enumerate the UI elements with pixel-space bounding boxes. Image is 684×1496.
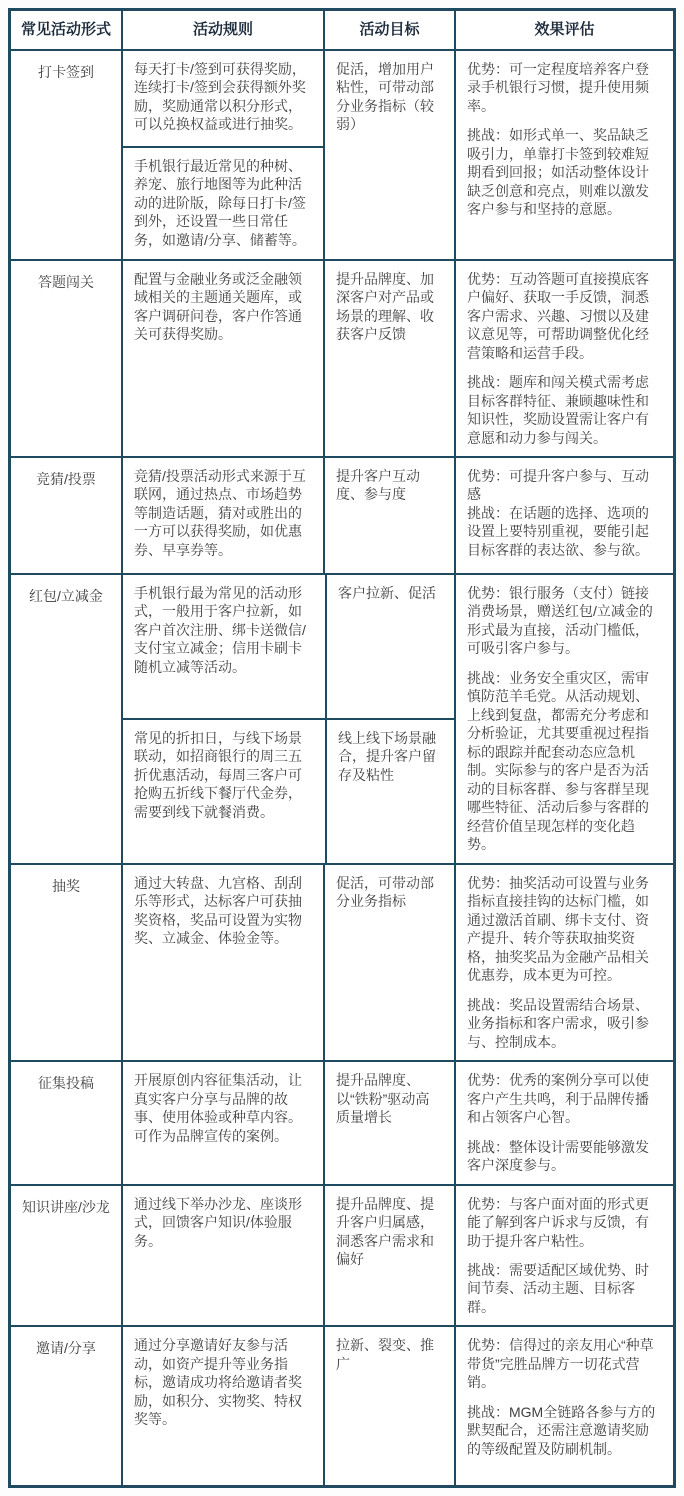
goals-cell <box>323 1327 454 1485</box>
goals-paragraph: 提升品牌度、提升客户归属感，洞悉客户需求和偏好 <box>336 1195 434 1267</box>
eval-challenge-paragraph: 挑战：业务安全重灾区，需审慎防范羊毛党。从活动规划、上线到复盘，都需充分考虑和分析验证，尤其要重视过程指标的跟踪并配套动态应急机制。实际参与的客户是否为活动的目标客群、参与客群呈现哪些特征、活动后参与客群的经营价值呈现怎样的变化趋势。 <box>467 669 649 853</box>
header-cell-form: 常见活动形式 <box>20 21 111 38</box>
table-row-lottery <box>11 863 673 1060</box>
goals-cell <box>323 458 454 573</box>
form-cell: 知识讲座/沙龙 <box>22 1198 110 1215</box>
rules-cell <box>121 458 323 573</box>
goals-subcell <box>325 575 456 718</box>
eval-challenge-paragraph: 挑战：整体设计需要能够激发客户深度参与。 <box>467 1138 649 1174</box>
eval-challenge-paragraph: 挑战：题库和闯关模式需考虑目标客群特征、兼顾趣味性和知识性，奖励设置需让客户有意愿和动力参与闯关。 <box>467 374 649 446</box>
eval-advantage-paragraph: 优势：可一定程度培养客户登录手机银行习惯，提升使用频率。 <box>467 60 649 114</box>
goals-paragraph: 提升品牌度、加深客户对产品或场景的理解、收获客户反馈 <box>336 270 434 343</box>
header-cell-rules: 活动规则 <box>121 11 323 49</box>
eval-challenge-paragraph: 挑战：在话题的选择、选项的设置上要特别重视，要能引起目标客群的表达欲、参与欲。 <box>467 504 649 558</box>
eval-cell <box>454 865 673 1060</box>
header-cell-goals: 活动目标 <box>323 11 454 49</box>
goals-paragraph: 提升品牌度、以“铁粉”驱动高质量增长 <box>336 1072 430 1126</box>
rules-subcell <box>123 575 325 718</box>
goals-paragraph: 提升客户互动度、参与度 <box>336 468 420 503</box>
eval-advantage-paragraph: 优势：与客户面对面的形式更能了解到客户诉求与反馈，有助于提升客户粘性。 <box>467 1195 649 1249</box>
header-cell-eval: 效果评估 <box>454 11 673 49</box>
rules-cell <box>121 1327 323 1485</box>
rules-paragraph: 常见的折扣日，与线下场景联动，如招商银行的周三五折优惠活动，每周三客户可抢购五折线下餐厅代金券，需要到线下就餐消费。 <box>134 730 302 820</box>
goals-paragraph: 促活，增加用户粘性，可带动部分业务指标（较弱） <box>336 60 434 133</box>
rules-paragraph: 每天打卡/签到可获得奖励，连续打卡/签到会获得额外奖励，奖励通常以积分形式，可以兑换权益或进行抽奖。 <box>134 60 306 133</box>
rules-subcell <box>123 146 323 259</box>
rules-paragraph: 手机银行最近常见的种树、养宠、旅行地图等为此种活动的进阶版，除每日打卡/签到外，还设置一些日常任务，如邀请/分享、储蓄等。 <box>134 157 306 248</box>
rules-subcell <box>123 51 323 146</box>
eval-challenge-paragraph: 挑战：需要适配区域优势、时间节奏、活动主题、目标客群。 <box>467 1261 649 1315</box>
rules-paragraph: 手机银行最为常见的活动形式，一般用于客户拉新，如客户首次注册、绑卡送微信/支付宝立减金；信用卡刷卡随机立减等活动。 <box>134 585 306 675</box>
form-cell: 征集投稿 <box>38 1075 94 1092</box>
form-cell: 抽奖 <box>52 878 80 895</box>
table-row-guess-vote <box>11 456 673 573</box>
eval-challenge-paragraph: 挑战：如形式单一、奖品缺乏吸引力，单靠打卡签到较难短期看到回报；如活动整体设计缺乏创意和亮点，则难以激发客户参与和坚持的意愿。 <box>467 127 649 218</box>
form-cell: 答题闯关 <box>38 273 94 290</box>
form-cell: 邀请/分享 <box>36 1340 96 1357</box>
rules-paragraph: 通过分享邀请好友参与活动，如资产提升等业务指标，邀请成功将给邀请者奖励，如积分、实物奖、特权奖等。 <box>134 1337 302 1428</box>
table-row-submission <box>11 1060 673 1183</box>
goals-cell <box>323 1186 454 1326</box>
table-row-lecture-salon <box>11 1184 673 1326</box>
rules-cell <box>121 1062 323 1183</box>
eval-advantage-paragraph: 优势：优秀的案例分享可以使客户产生共鸣，利于品牌传播和占领客户心智。 <box>467 1072 649 1126</box>
form-cell: 打卡签到 <box>38 63 94 80</box>
eval-advantage-paragraph: 优势：抽奖活动可设置与业务指标直接挂钩的达标门槛，如通过激活首刷、绑卡支付、资产提升、转介等获取抽奖资格，抽奖奖品为金融产品相关优惠券，成本更为可控。 <box>467 875 649 984</box>
goals-cell <box>323 865 454 1060</box>
table-row-invite-share <box>11 1325 673 1485</box>
form-cell: 红包/立减金 <box>29 588 103 605</box>
goals-paragraph: 线上线下场景融合，提升客户留存及粘性 <box>338 730 436 783</box>
rules-paragraph: 配置与金融业务或泛金融领域相关的主题通关题库，或客户调研问卷，客户作答通关可获得奖励。 <box>134 270 302 343</box>
rules-cell <box>121 51 323 259</box>
eval-cell <box>454 1186 673 1326</box>
eval-cell <box>454 458 673 573</box>
goals-paragraph: 促活，可带动部分业务指标 <box>336 875 434 910</box>
goals-cell <box>323 261 454 456</box>
eval-advantage-paragraph: 优势：可提升客户参与、互动感 <box>467 468 649 503</box>
eval-cell <box>454 261 673 456</box>
goals-paragraph: 客户拉新、促活 <box>338 585 436 602</box>
goals-cell <box>323 1062 454 1183</box>
eval-cell <box>454 575 673 863</box>
rules-paragraph: 通过大转盘、九宫格、刮刮乐等形式，达标客户可获抽奖资格，奖品可设置为实物奖、立减金、体验金等。 <box>134 875 302 947</box>
rules-goals-subgrid <box>121 575 454 863</box>
eval-cell <box>454 1062 673 1183</box>
rules-paragraph: 竞猜/投票活动形式来源于互联网，通过热点、市场趋势等制造话题，猜对或胜出的一方可以获得奖励，如优惠券、早享券等。 <box>134 468 306 558</box>
eval-advantage-paragraph: 优势：互动答题可直接摸底客户偏好、获取一手反馈，洞悉客户需求、兴趣、习惯以及建议意见等，可帮助调整优化经营策略和运营手段。 <box>467 270 649 361</box>
rules-cell <box>121 261 323 456</box>
rules-paragraph: 开展原创内容征集活动，让真实客户分享与品牌的故事、使用体验或种草内容。可作为品牌宣传的案例。 <box>134 1072 302 1144</box>
eval-advantage-paragraph: 优势：信得过的亲友用心“种草带货”完胜品牌方一切花式营销。 <box>467 1337 654 1391</box>
eval-cell <box>454 51 673 259</box>
rules-cell <box>121 1186 323 1326</box>
eval-challenge-paragraph: 挑战：MGM全链路各参与方的默契配合，还需注意邀请奖励的等级配置及防刷机制。 <box>467 1403 656 1457</box>
rules-subcell <box>123 718 325 863</box>
rules-paragraph: 通过线下举办沙龙、座谈形式，回馈客户知识/体验服务。 <box>134 1195 302 1249</box>
table-row-quiz <box>11 259 673 456</box>
table-row-redpacket <box>11 573 673 863</box>
form-cell: 竞猜/投票 <box>36 471 96 488</box>
goals-subcell <box>325 718 456 863</box>
rules-cell <box>121 865 323 1060</box>
eval-advantage-paragraph: 优势：银行服务（支付）链接消费场景，赠送红包/立减金的形式最为直接，活动门槛低，可吸引客户参与。 <box>467 585 653 657</box>
goals-paragraph: 拉新、裂变、推广 <box>336 1337 434 1372</box>
activity-table <box>8 8 676 1488</box>
table-header-row <box>11 11 673 49</box>
goals-cell <box>323 51 454 259</box>
table-row-checkin <box>11 49 673 259</box>
eval-cell <box>454 1327 673 1485</box>
eval-challenge-paragraph: 挑战：奖品设置需结合场景、业务指标和客户需求，吸引参与、控制成本。 <box>467 996 649 1050</box>
